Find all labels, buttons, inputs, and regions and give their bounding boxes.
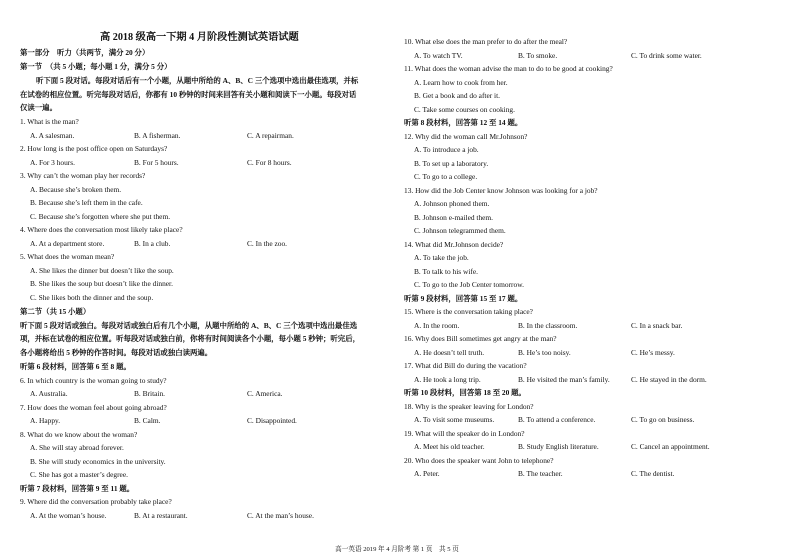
answer-option-c: C. To go on business. [631, 415, 695, 424]
material-heading: 听第 9 段材料，回答第 15 至 17 题。 [404, 293, 523, 303]
answer-option-a: A. A salesman. [30, 130, 75, 140]
question-text: 15. Where is the conversation taking place? [404, 307, 533, 316]
answer-option-b: B. For 5 hours. [134, 157, 179, 167]
answer-option-b: B. To attend a conference. [518, 415, 596, 424]
section1-instr-3: 仅读一遍。 [20, 103, 57, 112]
material-heading: 听第 8 段材料，回答第 12 至 14 题。 [404, 118, 523, 127]
answer-option: A. Because she’s broken them. [30, 184, 122, 194]
answer-option: B. To talk to his wife. [414, 266, 479, 276]
answer-option-b: B. Calm. [134, 416, 161, 425]
answer-option-b: B. Britain. [134, 389, 165, 398]
answer-option: C. She has got a master’s degree. [30, 470, 128, 479]
answer-option-b: B. The teacher. [518, 469, 563, 478]
answer-option: B. She likes the soup but doesn’t like the dinner. [30, 279, 173, 288]
section2-instr-3: 各小题将给出 5 秒钟的作答时间。每段对话或独白读两遍。 [20, 348, 213, 357]
answer-option-b: B. He’s too noisy. [518, 347, 571, 357]
answer-option: A. Johnson phoned them. [414, 199, 490, 208]
part1-heading: 第一部分 听力（共两节，满分 20 分） [20, 48, 150, 57]
answer-option: B. Johnson e-mailed them. [414, 212, 494, 222]
section1-heading: 第一节 （共 5 小题；每小题 1 分，满分 5 分） [20, 62, 172, 71]
answer-option-b: B. Study English literature. [518, 442, 599, 451]
page-footer: 高一英语 2019 年 4 月阶考 第 1 页 共 5 页 [335, 546, 459, 553]
answer-option-a: A. At the woman’s house. [30, 510, 107, 520]
question-text: 9. Where did the conversation probably take place? [20, 497, 172, 506]
question-text: 6. In which country is the woman going to study? [20, 375, 167, 385]
answer-option-a: A. Australia. [30, 389, 68, 398]
question-text: 19. What will the speaker do in London? [404, 428, 525, 438]
answer-option: A. To introduce a job. [414, 145, 479, 154]
answer-option-c: C. For 8 hours. [247, 157, 292, 167]
answer-option: B. Get a book and do after it. [414, 91, 500, 100]
answer-option-c: C. The dentist. [631, 469, 675, 478]
question-text: 7. How does the woman feel about going abroad? [20, 402, 167, 412]
answer-option-a: A. Meet his old teacher. [414, 442, 485, 451]
answer-option-c: C. To drink some water. [631, 50, 702, 60]
section2-instr-2: 项，并标在试卷的相应位置。听每段对话或独白前，你将有时间阅读各个小题，每小题 5 秒钟；听完后， [20, 334, 360, 343]
answer-option: C. She likes both the dinner and the soup. [30, 292, 154, 302]
answer-option: B. To set up a laboratory. [414, 158, 489, 168]
answer-option-b: B. In the classroom. [518, 320, 578, 330]
answer-option: B. Because she’s left them in the cafe. [30, 198, 143, 207]
answer-option-b: B. In a club. [134, 238, 171, 248]
answer-option-a: A. At a department store. [30, 238, 105, 248]
answer-option: C. Take some courses on cooking. [414, 104, 515, 114]
answer-option: B. She will study economics in the university. [30, 456, 166, 466]
answer-option-a: A. He took a long trip. [414, 374, 481, 384]
answer-option: C. Because she’s forgotten where she put them. [30, 211, 171, 221]
question-text: 5. What does the woman mean? [20, 252, 115, 261]
answer-option: C. To go to a college. [414, 172, 478, 181]
question-text: 10. What else does the man prefer to do after the meal? [404, 37, 568, 46]
section2-heading: 第二节（共 15 小题） [20, 307, 91, 316]
answer-option-c: C. He stayed in the dorm. [631, 374, 707, 384]
material-heading: 听第 6 段材料，回答第 6 至 8 题。 [20, 362, 131, 371]
answer-option-a: A. To visit some museums. [414, 415, 495, 424]
question-text: 18. Why is the speaker leaving for London? [404, 401, 534, 411]
answer-option-c: C. Disappointed. [247, 416, 297, 425]
answer-option-c: C. At the man’s house. [247, 510, 314, 520]
answer-option-c: C. In a snack bar. [631, 320, 683, 330]
answer-option-c: C. Cancel an appointment. [631, 442, 710, 451]
answer-option-c: C. A repairman. [247, 130, 294, 140]
answer-option: A. She will stay abroad forever. [30, 443, 124, 452]
question-text: 4. Where does the conversation most likely take place? [20, 225, 183, 234]
answer-option-a: A. Peter. [414, 469, 440, 478]
answer-option: A. She likes the dinner but doesn’t like the soup. [30, 265, 174, 275]
question-text: 11. What does the woman advise the man to do to be good at cooking? [404, 64, 613, 73]
section2-instr-1: 听下面 5 段对话或独白。每段对话或独白后有几个小题，从题中所给的 A、B、C 三个选项中选出最佳选 [20, 321, 358, 330]
question-text: 17. What did Bill do during the vacation? [404, 361, 527, 370]
answer-option-b: B. To smoke. [518, 50, 558, 60]
exam-title: 高 2018 级高一下期 4 月阶段性测试英语试题 [100, 32, 299, 43]
question-text: 20. Who does the speaker want John to telephone? [404, 455, 554, 465]
answer-option-c: C. America. [247, 389, 283, 398]
answer-option-a: A. To watch TV. [414, 50, 463, 60]
answer-option-a: A. He doesn’t tell truth. [414, 347, 485, 357]
answer-option-a: A. For 3 hours. [30, 157, 75, 167]
material-heading: 听第 10 段材料，回答第 18 至 20 题。 [404, 388, 526, 397]
answer-option-b: B. He visited the man’s family. [518, 374, 610, 384]
question-text: 13. How did the Job Center know Johnson was looking for a job? [404, 185, 598, 195]
answer-option-a: A. In the room. [414, 320, 460, 330]
section1-instr-2: 在试卷的相应位置。听完每段对话后，你都有 10 秒钟的时间来回答有关小题和阅读下一小题。每段对话 [20, 90, 357, 99]
answer-option-c: C. He’s messy. [631, 347, 675, 357]
answer-option: A. Learn how to cook from her. [414, 77, 508, 87]
answer-option-c: C. In the zoo. [247, 238, 288, 248]
question-text: 3. Why can’t the woman play her records? [20, 171, 146, 180]
answer-option: C. To go to the Job Center tomorrow. [414, 280, 524, 289]
question-text: 8. What do we know about the woman? [20, 429, 138, 439]
answer-option: A. To take the job. [414, 253, 469, 262]
question-text: 1. What is the man? [20, 117, 79, 126]
material-heading: 听第 7 段材料，回答第 9 至 11 题。 [20, 483, 135, 493]
question-text: 12. Why did the woman call Mr.Johnson? [404, 131, 528, 141]
question-text: 14. What did Mr.Johnson decide? [404, 239, 504, 249]
question-text: 16. Why does Bill sometimes get angry at the man? [404, 334, 557, 343]
section1-instr-1: 听下面 5 段对话。每段对话后有一个小题，从题中所给的 A、B、C 三个选项中选出最佳选项，并标 [36, 76, 359, 85]
answer-option-b: B. At a restaurant. [134, 510, 188, 520]
answer-option-b: B. A fisherman. [134, 130, 181, 140]
answer-option-a: A. Happy. [30, 416, 61, 425]
answer-option: C. Johnson telegrammed them. [414, 226, 506, 235]
question-text: 2. How long is the post office open on Saturdays? [20, 144, 168, 153]
